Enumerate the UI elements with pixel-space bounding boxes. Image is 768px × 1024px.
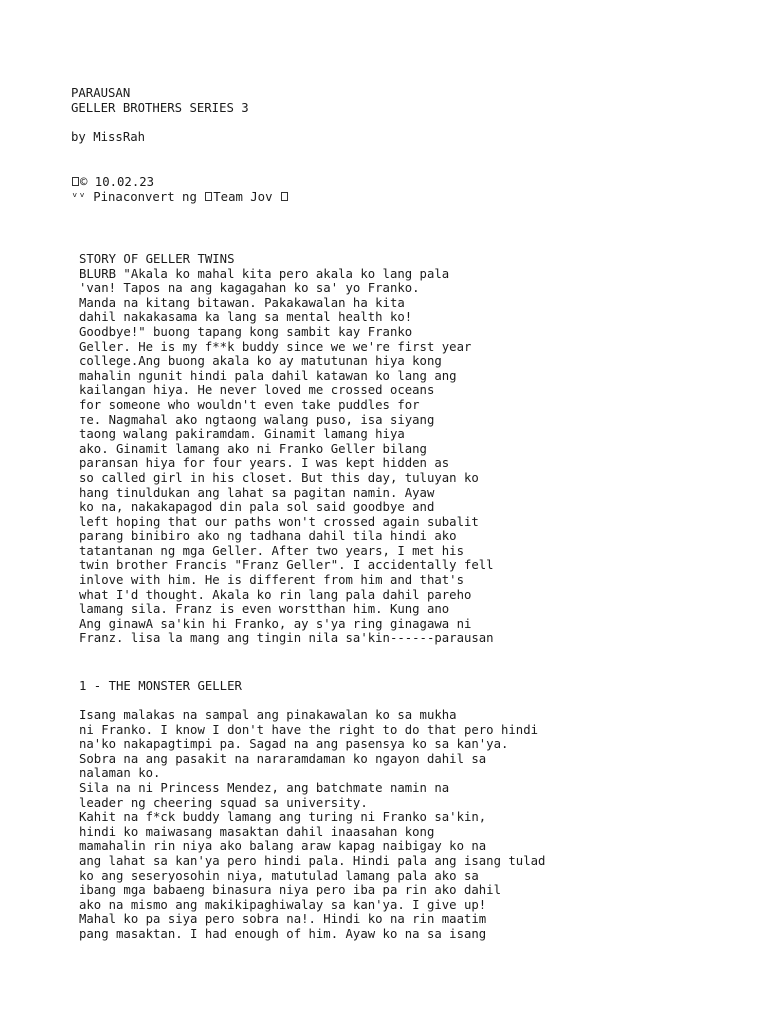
book-title: PARAUSAN: [71, 86, 131, 100]
blurb-line: mahalin ngunit hindi pala dahil katawan ko lang ang: [79, 368, 457, 383]
copyright-line: [71, 175, 289, 190]
chapter-line: mamahalin rin niya ako balang araw kapag naibigay ko na: [79, 839, 487, 854]
blurb-line: Manda na kitang bitawan. Pakakawalan ha kita: [79, 295, 405, 310]
chapter-line: hindi ko maiwasang masaktan dahil inaasahan kong: [79, 824, 435, 839]
chapter-line: leader ng cheering squad sa university.: [79, 795, 368, 810]
blurb-line: paransan hiya for four years. I was kept hidden as: [79, 456, 450, 471]
blurb-line: kailangan hiya. He never loved me crossed oceans: [79, 383, 435, 398]
blurb-line: dahil nakakasama ka lang sa mental health ko!: [79, 310, 413, 325]
converter-prefix: ᵛᵛ Pinaconvert ng: [71, 189, 205, 204]
blurb-line: parang binibiro ako ng tadhana dahil tila hindi ako: [79, 529, 457, 544]
document-header: [71, 86, 249, 144]
chapter-line: pang masaktan. I had enough of him. Ayaw ko na sa isang: [79, 926, 487, 941]
blurb-line: ko na, nakakapagod din pala sol said goodbye and: [79, 500, 435, 515]
missing-glyph-icon: [72, 177, 79, 186]
chapter-line: na'ko nakapagtimpi pa. Sagad na ang pasensya ko sa kan'ya.: [79, 737, 509, 752]
blurb-heading: STORY OF GELLER TWINS: [79, 252, 235, 266]
blurb-line: so called girl in his closet. But this day, tuluyan ko: [79, 470, 479, 485]
blurb-line: left hoping that our paths won't crossed again subalit: [79, 514, 479, 529]
author-line: by MissRah: [71, 129, 146, 144]
blurb-line: ako. Ginamit lamang ako ni Franko Geller bilang: [79, 441, 427, 456]
blurb-line: inlove with him. He is different from him and that's: [79, 573, 464, 588]
blurb-line: taong walang pakiramdam. Ginamit lamang hiya: [79, 427, 405, 442]
chapter-body: [79, 708, 545, 942]
blurb-line: for someone who wouldn't even take puddles for: [79, 397, 420, 412]
blurb-line: те. Nagmahal ako ngtaong walang puso, isa siyang: [79, 412, 435, 427]
blurb-line: Goodbye!" buong tapang kong sambit kay Franko: [79, 324, 413, 339]
chapter-line: Sila na ni Princess Mendez, ang batchmate namin na: [79, 780, 450, 795]
chapter-line: Isang malakas na sampal ang pinakawalan ko sa mukha: [79, 708, 457, 722]
chapter-line: ibang mga babaeng binasura niya pero iba pa rin ako dahil: [79, 883, 501, 898]
chapter-line: Sobra na ang pasakit na nararamdaman ko ngayon dahil sa: [79, 751, 487, 766]
chapter-title: 1 - THE MONSTER GELLER: [79, 679, 242, 693]
blurb-section: [79, 252, 494, 646]
series-title: GELLER BROTHERS SERIES 3: [71, 100, 249, 115]
copyright-text: © 10.02.23: [80, 175, 155, 189]
blurb-line: Ang ginawA sa'kin hi Franko, ay s'ya ring ginagawa ni: [79, 616, 472, 631]
chapter-line: Mahal ko pa siya pero sobra na!. Hindi ko na rin maatim: [79, 912, 487, 927]
chapter-line: ang lahat sa kan'ya pero hindi pala. Hindi pala ang isang tulad: [79, 853, 546, 868]
chapter-line: Kahit na f*ck buddy lamang ang turing ni Franko sa'kin,: [79, 810, 487, 825]
blurb-line: college.Ang buong akala ko ay matutunan hiya kong: [79, 354, 442, 369]
blurb-line: 'van! Tapos na ang kagagahan ko sa' yo Franko.: [79, 281, 420, 296]
converter-team: Team Jov: [213, 189, 280, 204]
chapter-line: nalaman ko.: [79, 766, 161, 781]
blurb-line: tatantanan ng mga Geller. After two years, I met his: [79, 543, 464, 558]
missing-glyph-icon: [281, 192, 288, 201]
blurb-line: Geller. He is my f**k buddy since we we're first year: [79, 339, 472, 354]
converter-line: [71, 190, 289, 205]
blurb-line: twin brother Francis "Franz Geller". I accidentally fell: [79, 558, 494, 573]
blurb-line: Franz. lisa la mang ang tingin nila sa'kin------parausan: [79, 631, 494, 646]
chapter-line: ko ang seseryosohin niya, matutulad lamang pala ako sa: [79, 868, 479, 883]
blurb-line: BLURB "Akala ko mahal kita pero akala ko lang pala: [79, 266, 450, 281]
chapter-line: ni Franko. I know I don't have the right to do that pero hindi: [79, 722, 539, 737]
blurb-line: what I'd thought. Akala ko rin lang pala dahil pareho: [79, 587, 472, 602]
blurb-line: lamang sila. Franz is even worstthan him. Kung ano: [79, 602, 450, 617]
chapter-line: ako na mismo ang makikipaghiwalay sa kan'ya. I give up!: [79, 897, 487, 912]
credits: [71, 175, 289, 204]
blurb-line: hang tinuldukan ang lahat sa pagitan namin. Ayaw: [79, 485, 435, 500]
missing-glyph-icon: [205, 192, 212, 201]
